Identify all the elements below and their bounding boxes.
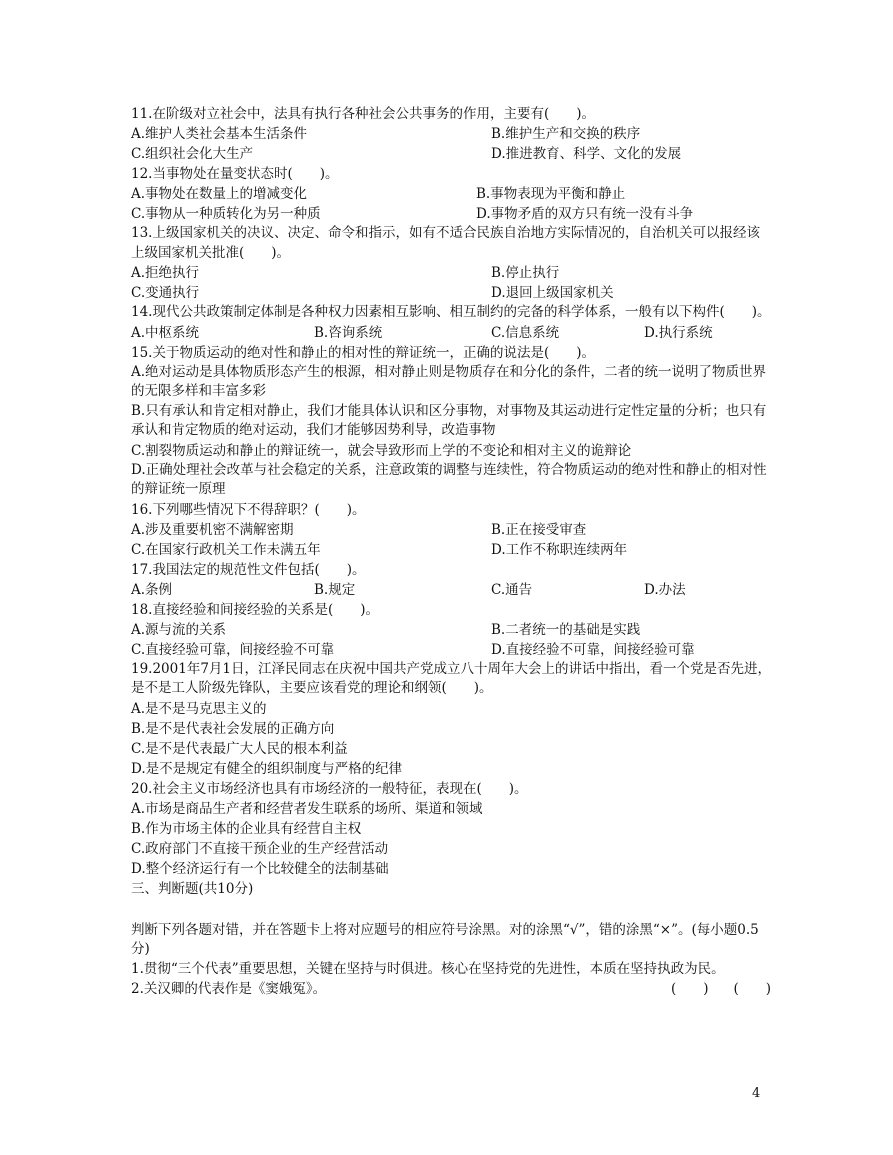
option: A.涉及重要机密不满解密期: [131, 521, 294, 538]
option: B.规定: [314, 581, 356, 598]
option: D.退回上级国家机关: [491, 285, 614, 301]
option: B.作为市场主体的企业具有经营自主权: [131, 820, 362, 837]
question-stem: 13.上级国家机关的决议、决定、命令和指示，如有不适合民族自治地方实际情况的，自治机关可以报经该上级国家机关批准( )。: [131, 225, 760, 261]
option: A.源与流的关系: [131, 621, 227, 638]
option: D.直接经验不可靠，间接经验可靠: [491, 641, 695, 658]
option-row: [131, 540, 771, 560]
option: A.中枢系统: [131, 324, 200, 341]
question-stem: 15.关于物质运动的绝对性和静止的相对性的辩证统一，正确的说法是( )。: [131, 344, 596, 361]
option: C.在国家行政机关工作未满五年: [131, 541, 321, 558]
question-stem: 14.现代公共政策制定体制是各种权力因素相互影响、相互制约的完备的科学体系，一般有以下构件( )。: [131, 304, 771, 320]
question-stem: 11.在阶级对立社会中，法具有执行各种社会公共事务的作用，主要有( )。: [131, 106, 596, 122]
option: C.是不是代表最广大人民的根本利益: [131, 740, 348, 757]
judgment-text: 2.关汉卿的代表作是《窦娥冤》。: [131, 981, 327, 997]
option: C.信息系统: [491, 324, 560, 341]
page-number: 4: [752, 1086, 761, 1101]
option: D.执行系统: [644, 324, 713, 341]
section-heading: 三、判断题(共10分): [131, 880, 254, 897]
option: A.市场是商品生产者和经营者发生联系的场所、渠道和领域: [131, 800, 483, 817]
answer-blank: ( ): [733, 981, 771, 997]
judgment-item: [131, 979, 771, 999]
option-row: [131, 184, 771, 204]
option: B.正在接受审查: [491, 521, 587, 538]
option: A.事物处在数量上的增减变化: [131, 186, 308, 202]
option-row: [131, 520, 771, 540]
option: C.变通执行: [131, 285, 200, 301]
spacer: [131, 899, 771, 921]
option: B.停止执行: [491, 265, 560, 281]
option: A.是不是马克思主义的: [131, 700, 267, 717]
option-row: [131, 263, 771, 283]
option: C.政府部门不直接干预企业的生产经营活动: [131, 840, 389, 857]
option-row: [131, 144, 771, 164]
question-stem: 17.我国法定的规范性文件包括( )。: [131, 561, 366, 578]
answer-blank: ( ): [671, 980, 709, 997]
option: D.正确处理社会改革与社会稳定的关系，注意政策的调整与连续性，符合物质运动的绝对性和静止的相对性的辩证统一原理: [131, 461, 767, 497]
option: B.只有承认和肯定相对静止，我们才能具体认识和区分事物，对事物及其运动进行定性定量的分析；也只有承认和肯定物质的绝对运动，我们才能够因势利导，改造事物: [131, 402, 767, 438]
option-row: [131, 580, 771, 600]
option: C.通告: [491, 581, 533, 598]
option: B.维护生产和交换的秩序: [491, 126, 641, 142]
option: C.事物从一种质转化为另一种质: [131, 206, 321, 222]
option: C.直接经验可靠，间接经验不可靠: [131, 641, 335, 658]
option: B.二者统一的基础是实践: [491, 621, 641, 638]
option: D.是不是规定有健全的组织制度与严格的纪律: [131, 760, 403, 777]
option: B.事物表现为平衡和静止: [476, 186, 626, 202]
document-page: [131, 104, 771, 999]
option: D.办法: [644, 581, 686, 598]
judgment-text: 1.贯彻“三个代表”重要思想，关键在坚持与时俱进。核心在坚持党的先进性，本质在坚持执政为民。: [131, 960, 725, 977]
option: D.工作不称职连续两年: [491, 541, 628, 558]
option: C.割裂物质运动和静止的辩证统一，就会导致形而上学的不变论和相对主义的诡辩论: [131, 442, 632, 459]
option-row: [131, 283, 771, 303]
option: D.事物矛盾的双方只有统一没有斗争: [476, 206, 694, 222]
option: A.拒绝执行: [131, 265, 200, 281]
option-row: [131, 323, 771, 343]
option: B.咨询系统: [314, 324, 383, 341]
question-stem: 12.当事物处在量变状态时( )。: [131, 166, 339, 182]
option: A.条例: [131, 581, 173, 598]
option: A.维护人类社会基本生活条件: [131, 126, 308, 142]
option: C.组织社会化大生产: [131, 146, 254, 162]
question-stem: 18.直接经验和间接经验的关系是( )。: [131, 601, 380, 618]
option: D.推进教育、科学、文化的发展: [491, 146, 682, 162]
option: D.整个经济运行有一个比较健全的法制基础: [131, 860, 389, 877]
option: A.绝对运动是具体物质形态产生的根源，相对静止则是物质存在和分化的条件，二者的统一说明了物质世界的无限多样和丰富多彩: [131, 363, 767, 399]
option-row: [131, 204, 771, 224]
question-stem: 19.2001年7月1日，江泽民同志在庆祝中国共产党成立八十周年大会上的讲话中指出，看一个党是否先进，是不是工人阶级先锋队，主要应该看党的理论和纲领( )。: [131, 660, 772, 696]
question-stem: 16.下列哪些情况下不得辞职？( )。: [131, 501, 366, 518]
question-stem: 20.社会主义市场经济也具有市场经济的一般特征，表现在( )。: [131, 780, 528, 797]
option-row: [131, 640, 771, 660]
option-row: [131, 124, 771, 144]
section-instruction: 判断下列各题对错，并在答题卡上将对应题号的相应符号涂黑。对的涂黑“√”，错的涂黑“×”。(每小题0.5分): [131, 921, 759, 957]
option: B.是不是代表社会发展的正确方向: [131, 720, 335, 737]
option-row: [131, 620, 771, 640]
